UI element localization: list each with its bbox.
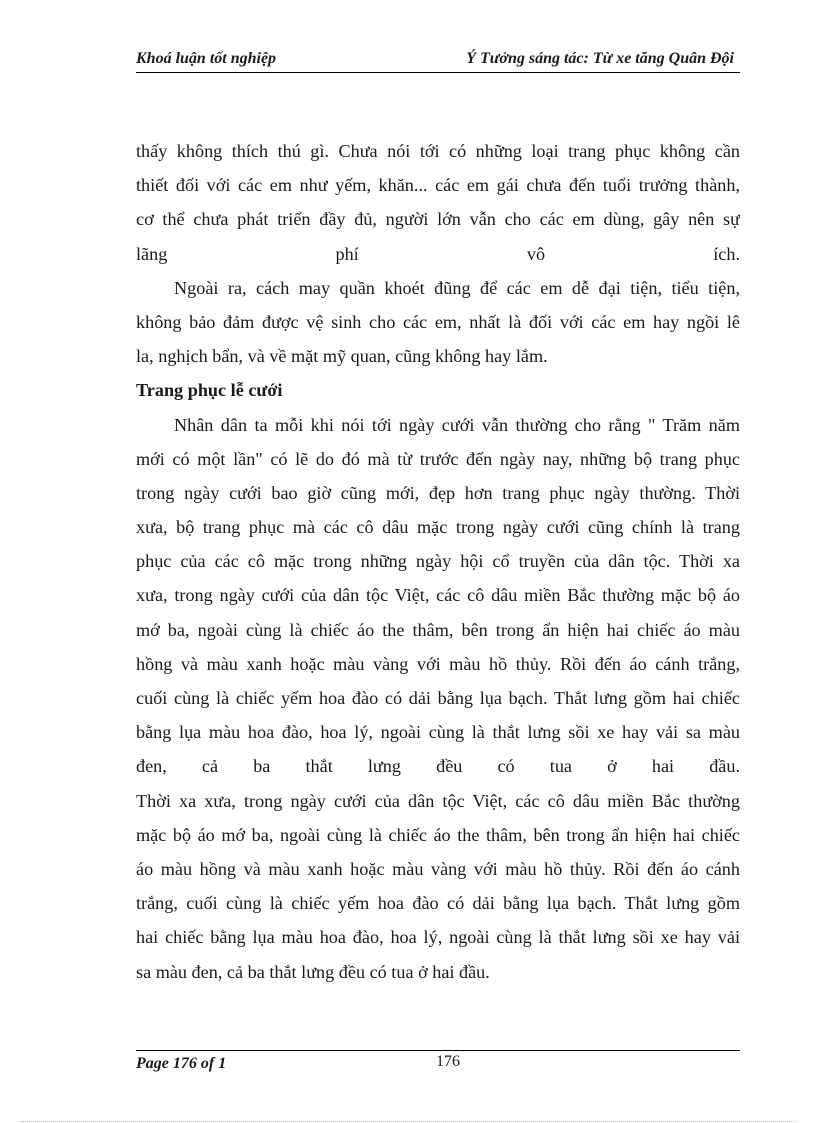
body-line: Ngoài ra, cách may quần khoét đũng để các em dễ đại tiện, tiểu tiện, (174, 277, 740, 298)
body-line: hồng và màu xanh hoặc màu vàng với màu hồ thủy. Rồi đến áo cánh trắng, (136, 653, 740, 674)
footer-page-number: 176 (436, 1053, 460, 1070)
body-line: xưa, bộ trang phục mà các cô dâu mặc trong ngày cưới cũng chính là trang (136, 517, 740, 538)
body-line: mới có một lần" có lẽ do đó mà từ trước đến ngày nay, những bộ trang phục (136, 448, 740, 469)
body-line: la, nghịch bẩn, và về mặt mỹ quan, cũng không hay lắm. (136, 346, 548, 367)
header-left-title: Khoá luận tốt nghiệp (136, 50, 277, 67)
body-line: áo màu hồng và màu xanh hoặc màu vàng với màu hồ thủy. Rồi đến áo cánh (136, 858, 740, 879)
body-line: mớ ba, ngoài cùng là chiếc áo the thâm, bên trong ẩn hiện hai chiếc áo màu (136, 619, 740, 640)
body-line: sa màu đen, cả ba thắt lưng đều có tua ở hai đầu. (136, 961, 490, 982)
body-line: lãng phí vô ích. (136, 243, 740, 264)
body-line: xưa, trong ngày cưới của dân tộc Việt, các cô dâu miền Bắc thường mặc bộ áo (136, 585, 740, 606)
body-line: Nhân dân ta mỗi khi nói tới ngày cưới vẫn thường cho rằng " Trăm năm (174, 414, 740, 435)
body-line: thấy không thích thú gì. Chưa nói tới có những loại trang phục không cần (136, 141, 740, 161)
header-right-title: Ý Tưởng sáng tác: Từ xe tăng Quân Đội (466, 50, 734, 67)
page-footer (136, 1050, 740, 1081)
body-line: trong ngày cưới bao giờ cũng mới, đẹp hơn trang phục ngày thường. Thời (136, 482, 740, 503)
section-heading: Trang phục lễ cưới (136, 380, 283, 401)
body-line: cuối cùng là chiếc yếm hoa đào có dải bằng lụa bạch. Thắt lưng gồm hai chiếc (136, 688, 740, 708)
body-line: thiết đối với các em như yếm, khăn... các em gái chưa đến tuổi trưởng thành, (136, 175, 740, 196)
page-header (136, 48, 740, 73)
body-line: mặc bộ áo mớ ba, ngoài cùng là chiếc áo the thâm, bên trong ẩn hiện hai chiếc (136, 824, 740, 845)
body-line: bằng lụa màu hoa đào, hoa lý, ngoài cùng là thắt lưng sồi xe hay vải sa màu (136, 722, 740, 743)
body-line: trắng, cuối cùng là chiếc yếm hoa đào có dải bằng lụa bạch. Thắt lưng gồm (136, 893, 740, 914)
body-line: hai chiếc bằng lụa màu hoa đào, hoa lý, ngoài cùng là thắt lưng sồi xe hay vải (136, 927, 740, 948)
document-body (136, 134, 740, 989)
body-line: phục của các cô mặc trong những ngày hội cổ truyền của dân tộc. Thời xa (136, 551, 740, 572)
body-line: Thời xa xưa, trong ngày cưới của dân tộc Việt, các cô dâu miền Bắc thường (136, 790, 740, 811)
body-line: không bảo đảm được vệ sinh cho các em, nhất là đối với các em hay ngồi lê (136, 311, 740, 332)
page-bottom-border (20, 1121, 796, 1122)
body-line: cơ thể chưa phát triển đầy đủ, người lớn vẫn cho các em dùng, gây nên sự (136, 209, 740, 230)
footer-page-label: Page 176 of 1 (136, 1055, 227, 1072)
body-line: đen, cả ba thắt lưng đều có tua ở hai đầu. (136, 756, 740, 777)
